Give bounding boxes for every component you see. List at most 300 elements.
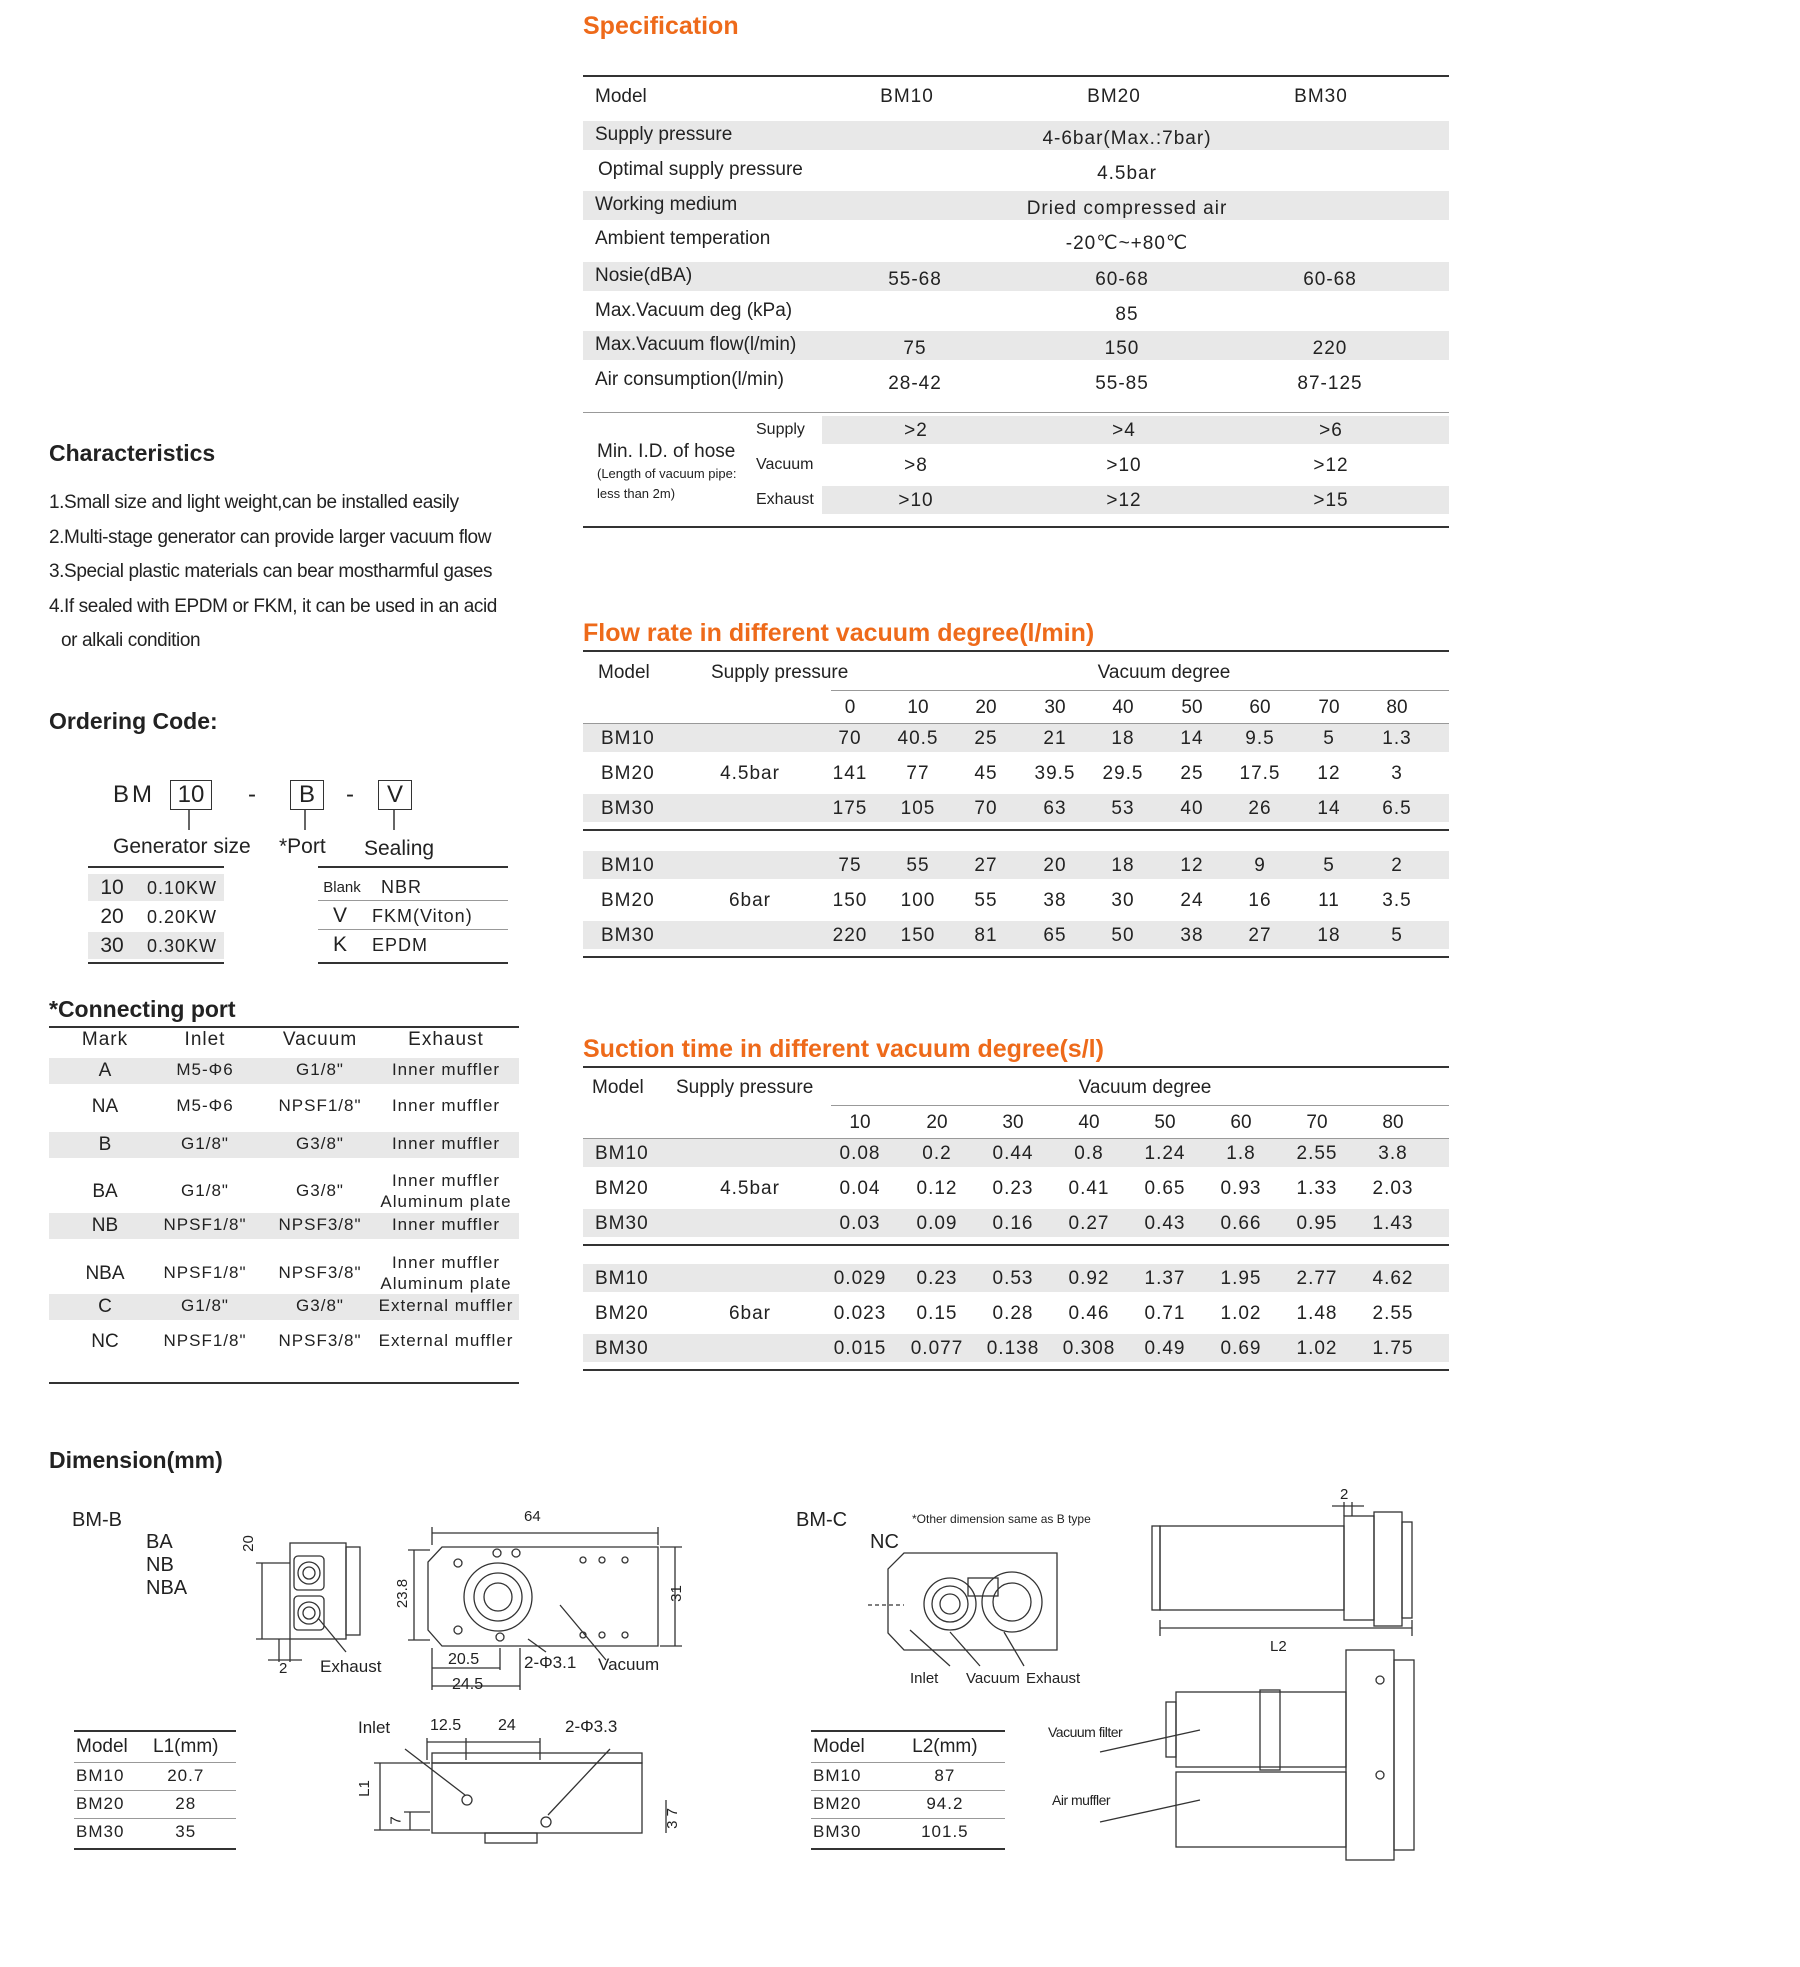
l2table-row-rule [811, 1790, 1005, 1791]
flow-degree: 30 [1044, 697, 1066, 718]
flow-degree: 10 [907, 697, 929, 718]
suction-row-model: BM30 [595, 1338, 649, 1359]
label-air-muffler: Air muffler [1052, 1792, 1111, 1808]
port-inlet: NPSF1/8" [163, 1331, 247, 1350]
suction-degree: 60 [1230, 1112, 1252, 1133]
suction-row-value: 0.44 [992, 1143, 1034, 1164]
flow-row-value: 26 [1248, 798, 1272, 819]
spec-row-value: 87-125 [1297, 373, 1363, 394]
suction-row-model: BM10 [595, 1268, 649, 1289]
spec-row-label: Supply pressure [595, 124, 733, 145]
hose-row-value: >12 [1313, 455, 1349, 476]
port-exhaust-extra: Aluminum plate [380, 1192, 512, 1211]
port-exhaust: Inner muffler [391, 1253, 501, 1272]
seal-code: V [332, 904, 348, 927]
suction-degree: 40 [1078, 1112, 1100, 1133]
suction-degree: 30 [1002, 1112, 1024, 1133]
spec-row-value: 4.5bar [1097, 163, 1157, 184]
suction-row-value: 0.029 [833, 1268, 887, 1289]
hose-row-label: Vacuum [756, 456, 814, 473]
suction-header-supply: Supply pressure [676, 1077, 814, 1098]
spec-row-value: 55-68 [888, 269, 942, 290]
size-code: 30 [100, 934, 124, 957]
suction-row-value: 0.69 [1220, 1338, 1262, 1359]
flow-header-model: Model [598, 662, 650, 683]
flow-row-value: 2 [1391, 855, 1403, 876]
dim-3-7: 3 7 [663, 1808, 681, 1829]
port-inlet: M5-Φ6 [176, 1096, 234, 1115]
spec-header-cell: BM30 [1294, 86, 1348, 107]
flow-row-value: 24 [1180, 890, 1204, 911]
suction-row-value: 1.8 [1226, 1143, 1256, 1164]
port-vacuum: NPSF3/8" [278, 1263, 362, 1282]
dim-23-8: 23.8 [394, 1578, 412, 1609]
flow-row-model: BM30 [601, 798, 655, 819]
flow-group-pressure: 4.5bar [720, 763, 780, 784]
suction-row-value: 2.55 [1296, 1143, 1338, 1164]
bmb-sub-nb: NB [146, 1554, 174, 1576]
size-code: 10 [100, 876, 124, 899]
flow-row-value: 81 [974, 925, 998, 946]
port-vacuum: G3/8" [296, 1181, 344, 1200]
flow-row-model: BM10 [601, 855, 655, 876]
spec-row-value: 75 [903, 338, 927, 359]
label-vacuum: Vacuum [598, 1655, 660, 1674]
suction-row-value: 0.08 [839, 1143, 881, 1164]
suction-row-value: 0.28 [992, 1303, 1034, 1324]
size-power: 0.30KW [147, 936, 218, 956]
flow-row-value: 150 [832, 890, 868, 911]
suction-row-value: 1.37 [1144, 1268, 1186, 1289]
suction-row-value: 0.15 [916, 1303, 958, 1324]
suction-header-vacuum: Vacuum degree [1078, 1077, 1212, 1098]
hose-note-1: (Length of vacuum pipe: [597, 466, 737, 481]
label-c-inlet: Inlet [910, 1670, 939, 1687]
port-exhaust-extra: Aluminum plate [380, 1274, 512, 1293]
flow-row-model: BM30 [601, 925, 655, 946]
suction-row-value: 0.2 [922, 1143, 952, 1164]
code-port-box: B [290, 780, 324, 810]
label-hole-2: 2-Φ3.3 [565, 1717, 618, 1736]
label-sealing: Sealing [364, 837, 435, 860]
flow-row-value: 38 [1043, 890, 1067, 911]
suction-row-value: 0.49 [1144, 1338, 1186, 1359]
l2table-header-rule [811, 1762, 1005, 1763]
seal-code: K [332, 933, 348, 956]
l1table-header-rule [74, 1762, 236, 1763]
suction-row-value: 0.077 [910, 1338, 964, 1359]
port-exhaust: Inner muffler [391, 1215, 501, 1234]
l1table-bottom-rule [74, 1848, 236, 1850]
flow-group-pressure: 6bar [728, 890, 772, 911]
flow-row-value: 1.3 [1382, 728, 1412, 749]
bmc-sub-nc: NC [870, 1531, 899, 1553]
suction-group-pressure: 6bar [728, 1303, 772, 1324]
flow-row-value: 6.5 [1382, 798, 1412, 819]
flow-row-value: 75 [838, 855, 862, 876]
flow-row-value: 77 [906, 763, 930, 784]
flow-row-value: 63 [1043, 798, 1067, 819]
spec-row-value: 150 [1104, 338, 1140, 359]
flow-row-value: 12 [1180, 855, 1204, 876]
spec-row-label: Working medium [595, 194, 738, 215]
suction-degree: 70 [1306, 1112, 1328, 1133]
code-dash-2: - [346, 781, 354, 808]
flow-row-value: 9.5 [1245, 728, 1275, 749]
port-inlet: NPSF1/8" [163, 1263, 247, 1282]
hose-label: Min. I.D. of hose [597, 441, 736, 462]
hose-row-value: >12 [1106, 490, 1142, 511]
l1table-row-value: 35 [175, 1822, 197, 1841]
suction-row-value: 0.308 [1062, 1338, 1116, 1359]
ordering-title: Ordering Code: [49, 708, 218, 734]
label-c-exhaust: Exhaust [1026, 1670, 1081, 1687]
port-vacuum: G1/8" [296, 1060, 344, 1079]
suction-row-value: 1.95 [1220, 1268, 1262, 1289]
port-exhaust: Inner muffler [391, 1134, 501, 1153]
port-mark: C [98, 1296, 112, 1317]
spec-row-value: 60-68 [1303, 269, 1357, 290]
flow-row-value: 45 [974, 763, 998, 784]
hose-row-label: Supply [756, 421, 805, 438]
flow-row-value: 5 [1323, 855, 1335, 876]
flow-row-value: 53 [1111, 798, 1135, 819]
flow-degree: 60 [1249, 697, 1271, 718]
size-power: 0.10KW [147, 878, 218, 898]
dim-12-5: 12.5 [430, 1717, 462, 1734]
hose-row-value: >15 [1313, 490, 1349, 511]
code-size-box: 10 [170, 780, 212, 810]
hose-note-2: less than 2m) [597, 486, 676, 501]
port-exhaust: External muffler [378, 1331, 514, 1350]
flow-title: Flow rate in different vacuum degree(l/min) [583, 619, 1095, 647]
l1table-header-value: L1(mm) [153, 1736, 219, 1757]
suction-row-value: 0.46 [1068, 1303, 1110, 1324]
hose-row-value: >2 [904, 420, 928, 441]
characteristics-title: Characteristics [49, 440, 216, 466]
ports-header-cell: Vacuum [282, 1029, 358, 1050]
suction-row-value: 0.04 [839, 1178, 881, 1199]
hose-row-value: >4 [1112, 420, 1136, 441]
flow-row-value: 27 [974, 855, 998, 876]
spec-header-cell: BM20 [1087, 86, 1141, 107]
port-mark: BA [92, 1181, 118, 1202]
suction-row-value: 0.66 [1220, 1213, 1262, 1234]
port-vacuum: G3/8" [296, 1134, 344, 1153]
port-inlet: G1/8" [181, 1296, 229, 1315]
port-mark: B [98, 1134, 112, 1155]
suction-row-model: BM20 [595, 1303, 649, 1324]
size-code: 20 [100, 905, 124, 928]
port-inlet: M5-Φ6 [176, 1060, 234, 1079]
spec-row-value: 28-42 [888, 373, 942, 394]
spec-row-value: -20℃~+80℃ [1065, 233, 1189, 254]
characteristics-item: 4.If sealed with EPDM or FKM, it can be used in an acid [49, 595, 497, 617]
label-exhaust: Exhaust [320, 1657, 382, 1676]
bmc-label: BM-C [796, 1509, 848, 1531]
l2table-row-rule [811, 1818, 1005, 1819]
port-inlet: NPSF1/8" [163, 1215, 247, 1234]
label-generator-size: Generator size [113, 835, 251, 858]
characteristics-item: 1.Small size and light weight,can be installed easily [49, 492, 459, 513]
suction-row-model: BM20 [595, 1178, 649, 1199]
suction-row-value: 0.09 [916, 1213, 958, 1234]
flow-row-value: 70 [838, 728, 862, 749]
flow-row-value: 9 [1254, 855, 1266, 876]
l2table-row-value: 87 [934, 1766, 956, 1785]
bmb-sub-ba: BA [146, 1531, 173, 1553]
spec-row-label: Nosie(dBA) [595, 265, 693, 286]
suction-row-value: 2.77 [1296, 1268, 1338, 1289]
flow-row-model: BM20 [601, 763, 655, 784]
flow-degree: 20 [975, 697, 997, 718]
ports-header-cell: Mark [81, 1029, 129, 1050]
seal-material: FKM(Viton) [372, 906, 473, 926]
port-mark: NA [91, 1096, 119, 1117]
dim-24: 24 [498, 1717, 516, 1734]
label-inlet: Inlet [358, 1718, 391, 1737]
suction-row-value: 0.12 [916, 1178, 958, 1199]
suction-row-value: 1.75 [1372, 1338, 1414, 1359]
l1table-row-rule [74, 1790, 236, 1791]
code-dash-1: - [248, 781, 256, 808]
port-exhaust: Inner muffler [391, 1060, 501, 1079]
spec-row-value: Dried compressed air [1026, 198, 1228, 219]
dim-64: 64 [524, 1508, 541, 1525]
suction-row-model: BM10 [595, 1143, 649, 1164]
ports-header-cell: Exhaust [408, 1029, 484, 1050]
dim-l1: L1 [355, 1780, 373, 1797]
suction-row-value: 0.23 [992, 1178, 1034, 1199]
flow-row-value: 18 [1317, 925, 1341, 946]
suction-header-model: Model [592, 1077, 644, 1098]
l1table-row-model: BM10 [76, 1766, 125, 1785]
flow-row-value: 220 [832, 925, 868, 946]
suction-row-model: BM30 [595, 1213, 649, 1234]
flow-row-value: 5 [1323, 728, 1335, 749]
flow-row-value: 40.5 [897, 728, 939, 749]
code-seal-box: V [378, 780, 412, 810]
flow-degree: 40 [1112, 697, 1134, 718]
spec-row-label: Ambient temperation [595, 228, 771, 249]
flow-row-value: 141 [832, 763, 868, 784]
flow-degree: 0 [844, 697, 856, 718]
label-hole-1: 2-Φ3.1 [524, 1653, 577, 1672]
flow-row-value: 40 [1180, 798, 1204, 819]
hose-row-value: >8 [904, 455, 928, 476]
dimension-title: Dimension(mm) [49, 1447, 223, 1473]
suction-row-value: 0.43 [1144, 1213, 1186, 1234]
l1table-row-value: 28 [175, 1794, 197, 1813]
flow-row-value: 25 [974, 728, 998, 749]
flow-header-vacuum: Vacuum degree [1097, 662, 1231, 683]
hose-row-label: Exhaust [756, 491, 814, 508]
spec-row-value: 85 [1115, 304, 1139, 325]
flow-row-value: 175 [832, 798, 868, 819]
spec-row-label: Air consumption(l/min) [595, 369, 784, 390]
flow-row-value: 20 [1043, 855, 1067, 876]
label-vacuum-filter: Vacuum filter [1048, 1724, 1123, 1740]
l1table-row-model: BM20 [76, 1794, 125, 1813]
bmb-sub-nba: NBA [146, 1577, 188, 1599]
suction-row-value: 0.03 [839, 1213, 881, 1234]
suction-degree: 80 [1382, 1112, 1404, 1133]
ports-header-cell: Inlet [184, 1029, 226, 1050]
spec-row-value: 60-68 [1095, 269, 1149, 290]
flow-row-value: 55 [906, 855, 930, 876]
l2table-row-model: BM20 [813, 1794, 862, 1813]
code-prefix: BM [113, 781, 155, 808]
dim-20: 20 [239, 1535, 257, 1552]
characteristics-item: or alkali condition [61, 630, 201, 651]
flow-row-value: 29.5 [1102, 763, 1144, 784]
l1table-row-rule [74, 1818, 236, 1819]
suction-row-value: 0.8 [1074, 1143, 1104, 1164]
port-vacuum: NPSF3/8" [278, 1331, 362, 1350]
suction-row-value: 0.41 [1068, 1178, 1110, 1199]
dim-l2: L2 [1270, 1638, 1287, 1655]
characteristics-item: 2.Multi-stage generator can provide larger vacuum flow [49, 526, 492, 548]
suction-group-pressure: 4.5bar [720, 1178, 780, 1199]
dim-2: 2 [279, 1660, 288, 1677]
size-power: 0.20KW [147, 907, 218, 927]
flow-row-value: 100 [900, 890, 936, 911]
suction-row-value: 1.33 [1296, 1178, 1338, 1199]
l2table-row-model: BM10 [813, 1766, 862, 1785]
dim-31: 31 [667, 1585, 685, 1602]
suction-row-value: 4.62 [1372, 1268, 1414, 1289]
l1table-row-value: 20.7 [167, 1766, 205, 1785]
seal-material: NBR [381, 877, 423, 897]
port-mark: A [98, 1060, 112, 1081]
flow-row-value: 38 [1180, 925, 1204, 946]
suction-row-value: 0.023 [833, 1303, 887, 1324]
suction-degree: 50 [1154, 1112, 1176, 1133]
suction-row-value: 0.65 [1144, 1178, 1186, 1199]
flow-row-value: 18 [1111, 728, 1135, 749]
flow-row-model: BM20 [601, 890, 655, 911]
spec-row-label: Max.Vacuum deg (kPa) [595, 300, 793, 321]
flow-row-value: 70 [974, 798, 998, 819]
port-exhaust: Inner muffler [391, 1096, 501, 1115]
flow-row-value: 39.5 [1034, 763, 1076, 784]
label-port: *Port [279, 835, 326, 858]
l2table-top-rule [811, 1730, 1005, 1732]
suction-row-value: 0.27 [1068, 1213, 1110, 1234]
label-c-vacuum: Vacuum [966, 1670, 1020, 1687]
flow-degree: 80 [1386, 697, 1408, 718]
flow-row-value: 18 [1111, 855, 1135, 876]
l2table-row-value: 94.2 [926, 1794, 964, 1813]
dim-c-2: 2 [1340, 1486, 1349, 1503]
flow-degree: 50 [1181, 697, 1203, 718]
suction-row-value: 1.48 [1296, 1303, 1338, 1324]
suction-row-value: 0.138 [986, 1338, 1040, 1359]
l1table-top-rule [74, 1730, 236, 1732]
l1table-header-model: Model [76, 1736, 128, 1757]
characteristics-item: 3.Special plastic materials can bear mostharmful gases [49, 561, 493, 582]
suction-row-value: 1.02 [1220, 1303, 1262, 1324]
dim-24-5: 24.5 [452, 1676, 484, 1693]
ports-title: *Connecting port [49, 996, 236, 1022]
port-inlet: G1/8" [181, 1181, 229, 1200]
port-exhaust: External muffler [378, 1296, 514, 1315]
flow-row-value: 17.5 [1239, 763, 1281, 784]
l2table-bottom-rule [811, 1848, 1005, 1850]
hose-row-value: >10 [1106, 455, 1142, 476]
port-exhaust: Inner muffler [391, 1171, 501, 1190]
seal-code: Blank [323, 879, 361, 896]
hose-row-value: >10 [898, 490, 934, 511]
port-mark: NB [91, 1215, 119, 1236]
suction-row-value: 1.24 [1144, 1143, 1186, 1164]
flow-row-value: 14 [1180, 728, 1204, 749]
flow-row-value: 55 [974, 890, 998, 911]
suction-row-value: 0.16 [992, 1213, 1034, 1234]
flow-row-value: 5 [1391, 925, 1403, 946]
l2table-header-model: Model [813, 1736, 865, 1757]
l1table-row-model: BM30 [76, 1822, 125, 1841]
port-vacuum: NPSF1/8" [278, 1096, 362, 1115]
spec-row-value: 4-6bar(Max.:7bar) [1042, 128, 1212, 149]
suction-row-value: 0.92 [1068, 1268, 1110, 1289]
flow-header-supply: Supply pressure [711, 662, 849, 683]
l2table-row-model: BM30 [813, 1822, 862, 1841]
suction-title: Suction time in different vacuum degree(s/l) [583, 1035, 1104, 1063]
spec-row-value: 55-85 [1095, 373, 1149, 394]
spec-row-label: Max.Vacuum flow(l/min) [595, 334, 797, 355]
flow-row-value: 65 [1043, 925, 1067, 946]
suction-row-value: 3.8 [1378, 1143, 1408, 1164]
port-inlet: G1/8" [181, 1134, 229, 1153]
port-mark: NBA [85, 1263, 125, 1284]
dim-7: 7 [387, 1816, 405, 1825]
bmb-label: BM-B [72, 1509, 122, 1531]
flow-row-value: 3.5 [1382, 890, 1412, 911]
suction-row-value: 0.53 [992, 1268, 1034, 1289]
flow-row-value: 21 [1043, 728, 1067, 749]
suction-row-value: 0.71 [1144, 1303, 1186, 1324]
flow-row-value: 50 [1111, 925, 1135, 946]
l2table-row-value: 101.5 [921, 1822, 969, 1841]
spec-title: Specification [583, 12, 739, 40]
flow-row-value: 11 [1318, 890, 1340, 911]
suction-row-value: 0.23 [916, 1268, 958, 1289]
flow-row-value: 30 [1111, 890, 1135, 911]
spec-header-cell: BM10 [880, 86, 934, 107]
suction-degree: 10 [849, 1112, 871, 1133]
spec-row-label: Optimal supply pressure [598, 159, 803, 180]
spec-row-value: 220 [1312, 338, 1348, 359]
spec-header-model: Model [595, 86, 647, 107]
flow-row-value: 3 [1391, 763, 1403, 784]
dim-20-5: 20.5 [448, 1651, 480, 1668]
flow-row-value: 27 [1248, 925, 1272, 946]
suction-row-value: 2.03 [1372, 1178, 1414, 1199]
port-vacuum: NPSF3/8" [278, 1215, 362, 1234]
flow-row-value: 14 [1317, 798, 1341, 819]
flow-row-value: 12 [1317, 763, 1341, 784]
port-vacuum: G3/8" [296, 1296, 344, 1315]
suction-row-value: 1.02 [1296, 1338, 1338, 1359]
suction-row-value: 2.55 [1372, 1303, 1414, 1324]
flow-row-model: BM10 [601, 728, 655, 749]
flow-row-value: 16 [1248, 890, 1272, 911]
bmc-note: *Other dimension same as B type [912, 1512, 1091, 1526]
suction-degree: 20 [926, 1112, 948, 1133]
flow-row-value: 150 [900, 925, 936, 946]
port-mark: NC [91, 1331, 119, 1352]
